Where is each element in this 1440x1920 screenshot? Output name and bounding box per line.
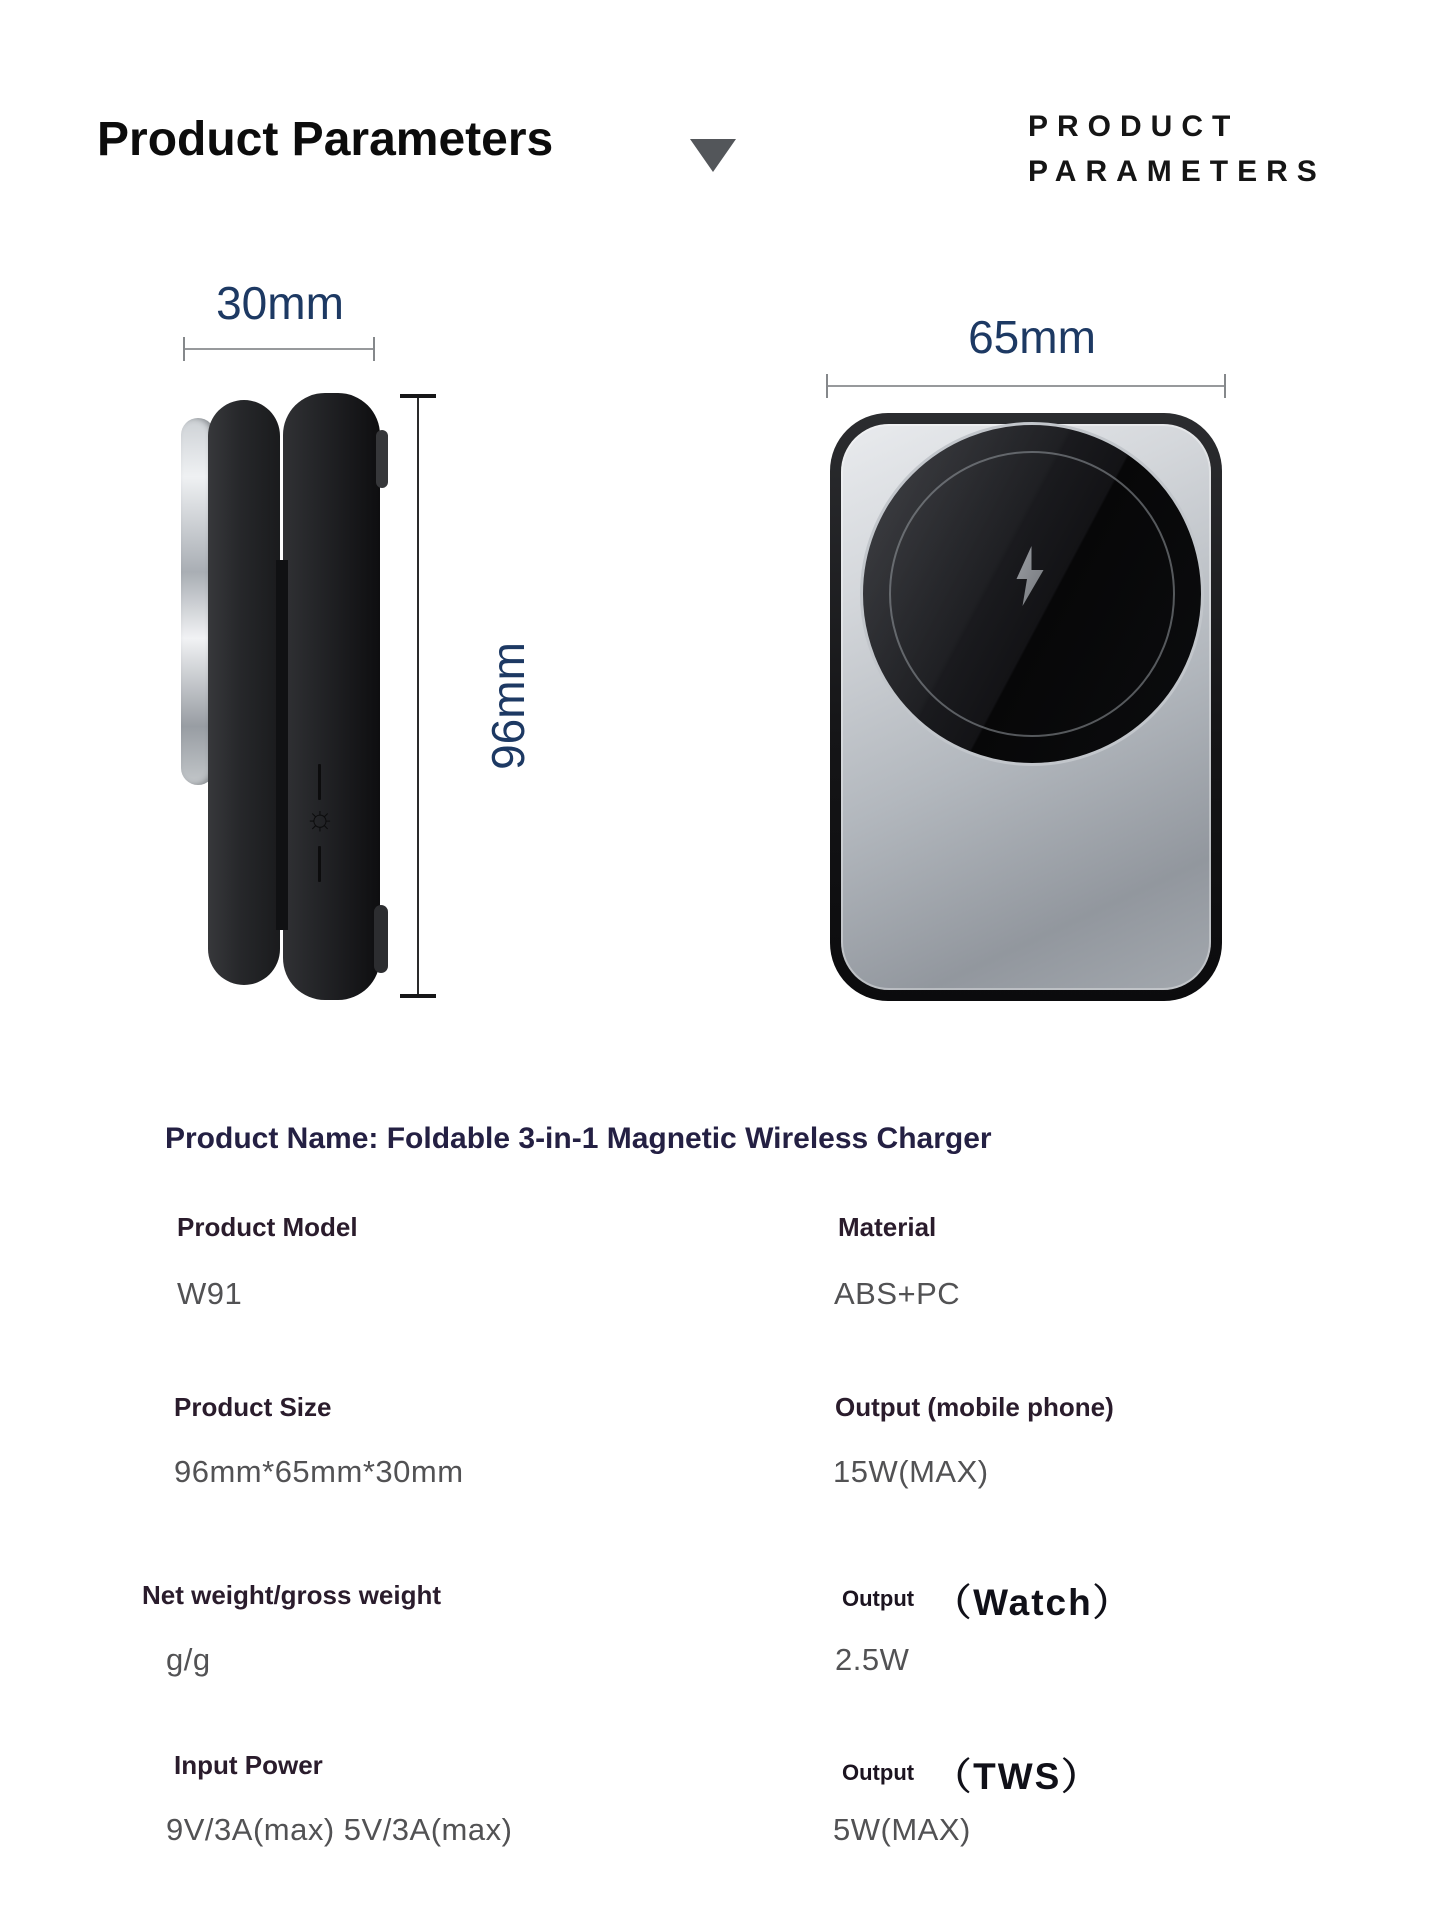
dimension-tick	[1224, 374, 1226, 398]
spec-value-output-tws: 5W(MAX)	[833, 1812, 971, 1847]
dimension-tick	[183, 337, 185, 361]
dimension-tick	[373, 337, 375, 361]
spec-label-product-model: Product Model	[177, 1212, 358, 1242]
dimension-label-96mm: 96mm	[482, 642, 534, 770]
indicator-line	[318, 764, 321, 800]
dimension-label-65mm: 65mm	[968, 311, 1096, 363]
page-caption	[1028, 104, 1326, 194]
spec-value-output-phone: 15W(MAX)	[833, 1454, 989, 1489]
dimension-tick	[400, 994, 436, 998]
spec-value-net-weight: g/g	[166, 1642, 211, 1677]
body-right-half	[283, 393, 380, 1000]
caption-line-2: PARAMETERS	[1028, 155, 1326, 188]
dimension-tick	[400, 394, 436, 398]
dimension-line-65mm	[826, 385, 1226, 387]
spec-label-net-weight: Net weight/gross weight	[142, 1580, 442, 1610]
spec-label-product-size: Product Size	[174, 1392, 332, 1422]
triangle-down-icon	[690, 139, 736, 172]
indicator-line	[318, 846, 321, 882]
body-left-half	[208, 400, 280, 985]
spec-label-output-tws	[842, 1746, 1100, 1800]
lightning-bolt-icon	[1012, 546, 1048, 606]
dimension-line-30mm	[183, 348, 375, 350]
dimension-line-96mm	[417, 396, 419, 996]
page-title: Product Parameters	[97, 113, 554, 166]
spec-label-output-watch-big: （Watch）	[934, 1582, 1132, 1623]
spec-label-output-phone: Output (mobile phone)	[835, 1392, 1114, 1422]
spec-value-output-watch: 2.5W	[835, 1642, 910, 1677]
spec-label-output-tws-small: Output	[842, 1760, 915, 1785]
spec-value-input-power: 9V/3A(max) 5V/3A(max)	[166, 1812, 513, 1847]
spec-label-input-power: Input Power	[174, 1750, 323, 1780]
caption-line-1: PRODUCT	[1028, 110, 1240, 143]
hinge-gap	[276, 560, 288, 930]
side-bump	[374, 905, 388, 973]
spec-label-output-tws-big: （TWS）	[934, 1756, 1101, 1797]
spec-label-output-watch-small: Output	[842, 1586, 915, 1611]
brightness-icon: ☼	[304, 799, 336, 837]
spec-value-material: ABS+PC	[834, 1276, 961, 1311]
dimension-label-30mm: 30mm	[216, 277, 344, 329]
spec-value-product-size: 96mm*65mm*30mm	[174, 1454, 464, 1489]
spec-label-output-watch	[842, 1572, 1132, 1626]
spec-label-material: Material	[838, 1212, 937, 1242]
product-name: Product Name: Foldable 3-in-1 Magnetic Wireless Charger	[165, 1122, 992, 1155]
dimension-tick	[826, 374, 828, 398]
side-button	[376, 430, 388, 488]
spec-value-product-model: W91	[177, 1276, 243, 1311]
